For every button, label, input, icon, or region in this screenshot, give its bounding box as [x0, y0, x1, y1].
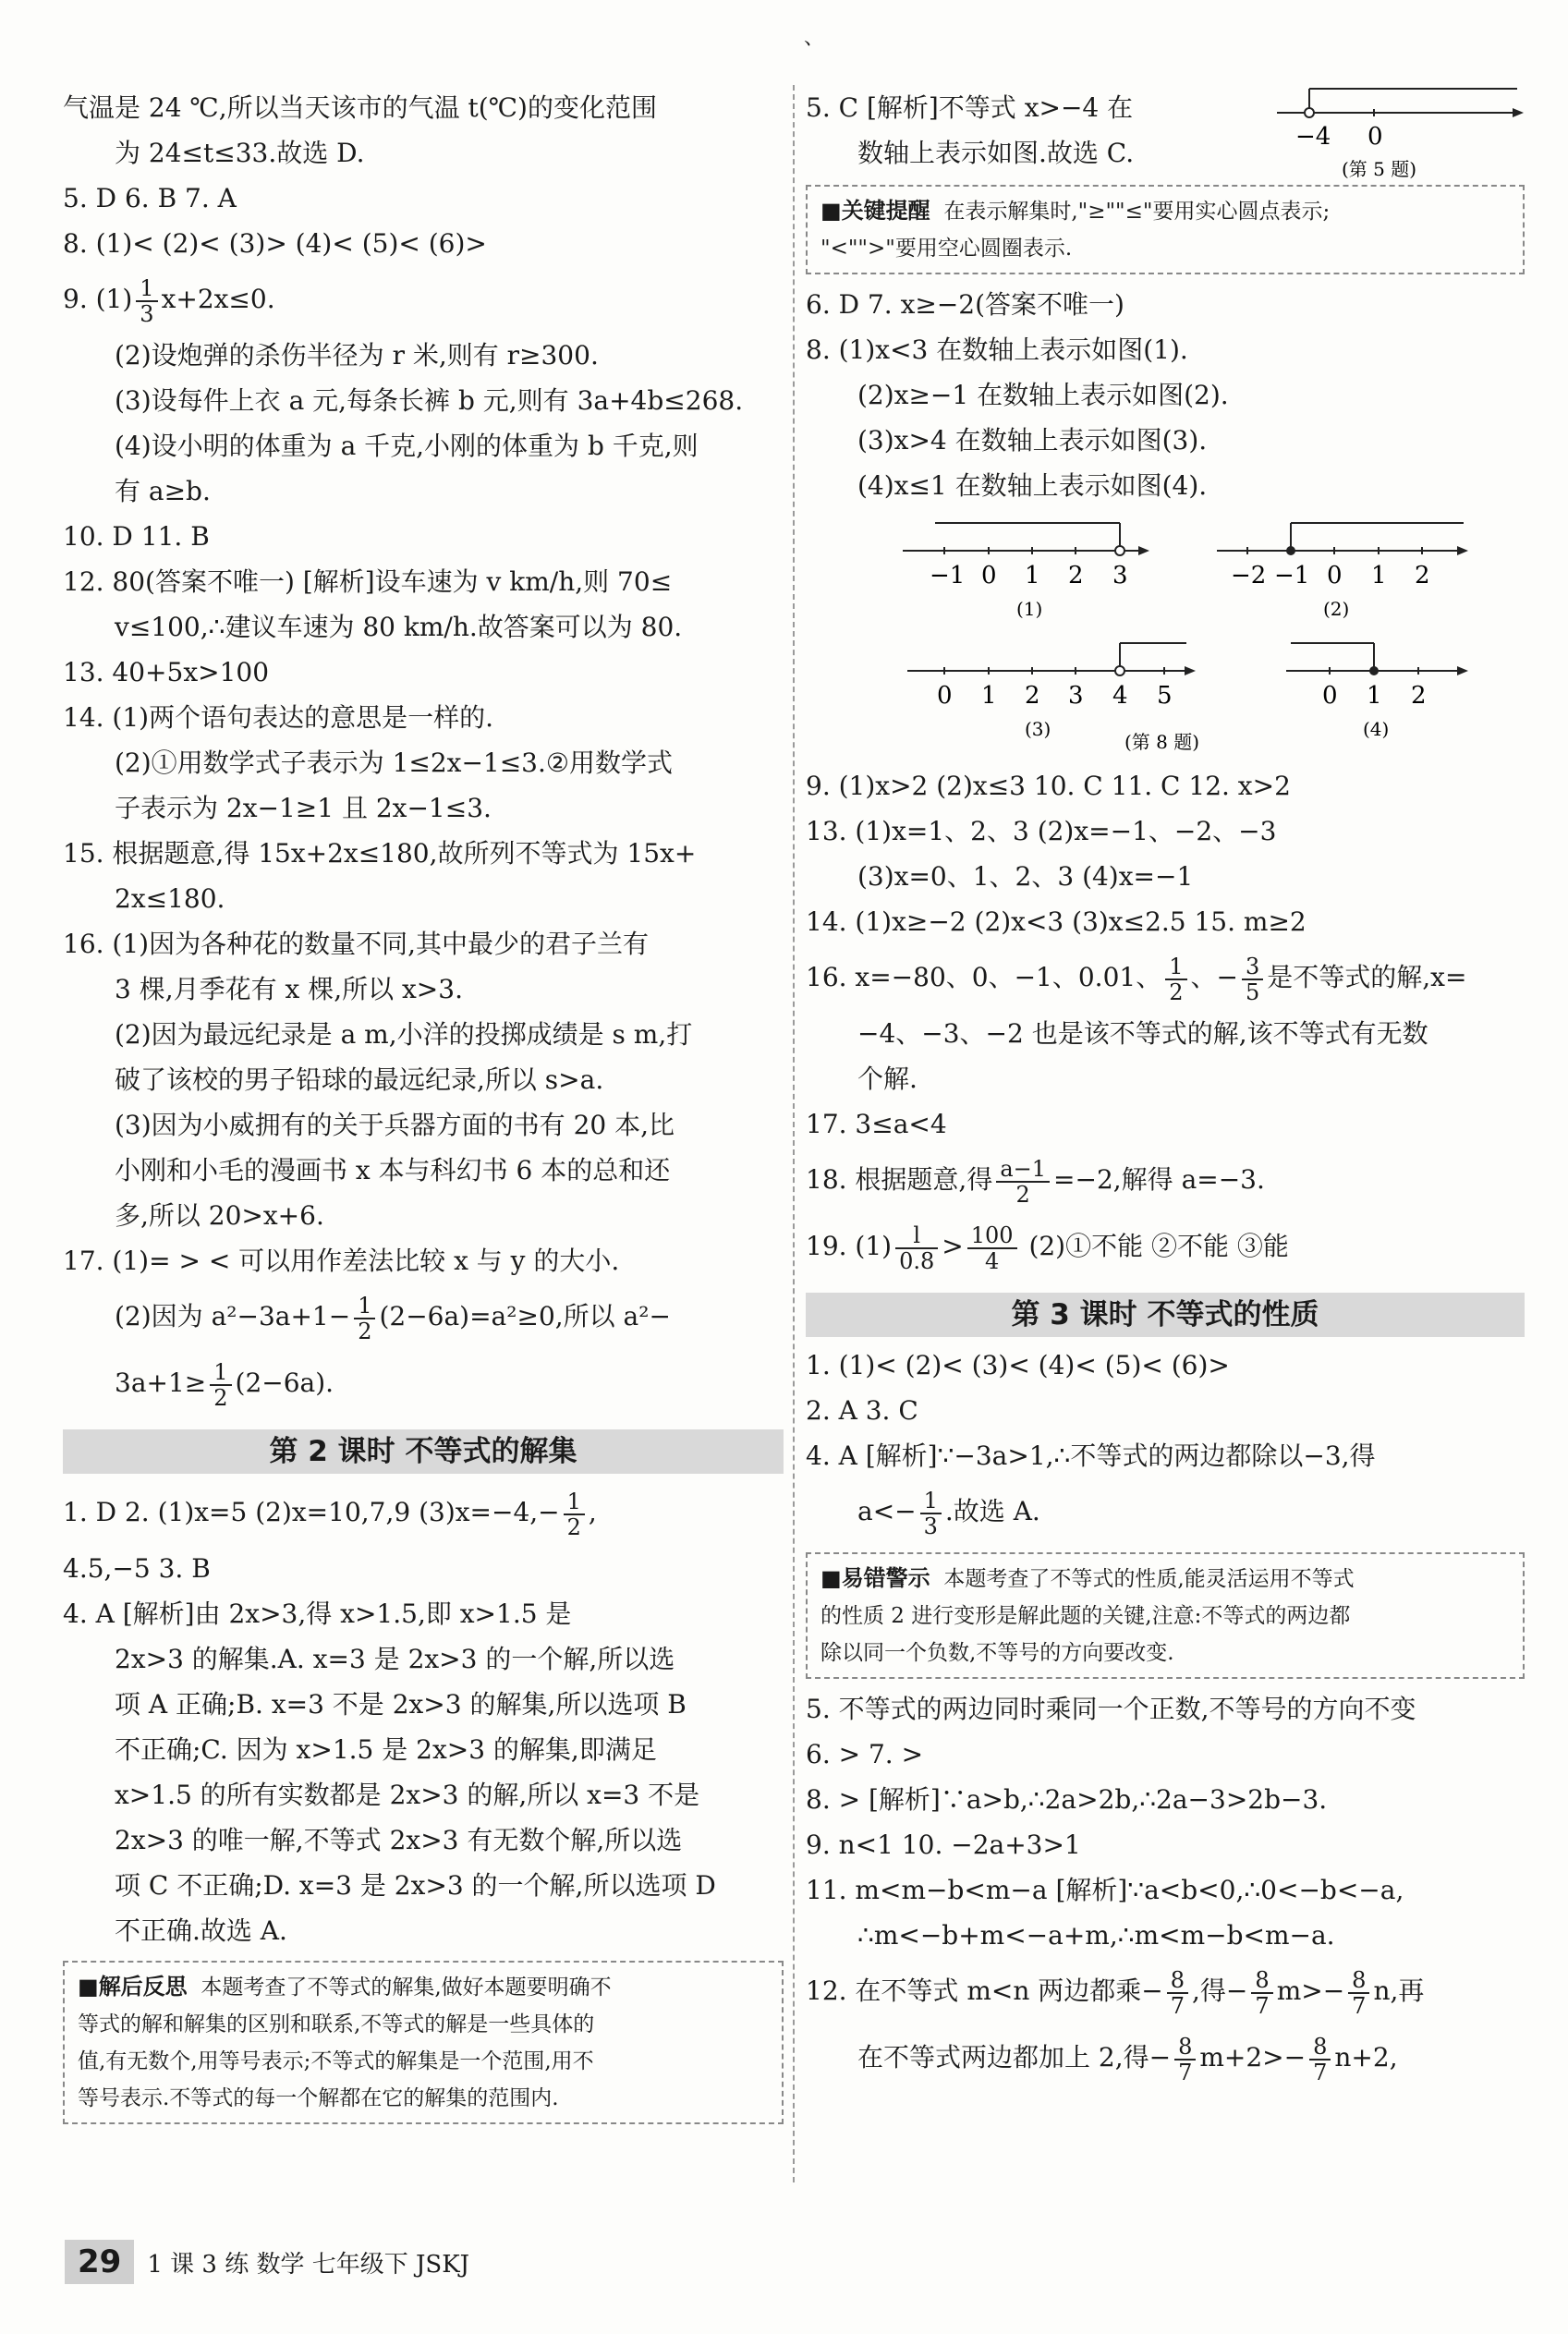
- tick-label: 5: [1157, 682, 1173, 710]
- answer-line: 子表示为 2x−1≥1 且 2x−1≤3.: [115, 793, 492, 823]
- answer-line-s2-q1: 1. D 2. (1)x=5 (2)x=10,7,9 (3)x=−4,− $\frac{1}{2}$ ,: [63, 1488, 597, 1540]
- answer-line: 13. (1)x=1、2、3 (2)x=−1、−2、−3: [806, 816, 1277, 846]
- q5-block: [806, 85, 1525, 180]
- answer-line-q4b: a<− $\frac{1}{3}$ .故选 A.: [857, 1487, 1040, 1539]
- fraction: $\frac{1}{3}$: [920, 1489, 942, 1538]
- answer-line: 多,所以 20>x+6.: [115, 1200, 324, 1231]
- answer-line: (3)x=0、1、2、3 (4)x=−1: [857, 861, 1194, 892]
- book-series: 1 课 3 练 数学 七年级下 JSKJ: [147, 2250, 470, 2279]
- number-line-3: [907, 643, 1196, 740]
- answer-line: 6. > 7. >: [806, 1739, 924, 1769]
- tick-label: 2: [1415, 562, 1430, 590]
- answer-line: 17. 3≤a<4: [806, 1109, 947, 1139]
- answer-line: −4、−3、−2 也是该不等式的解,该不等式有无数: [857, 1018, 1428, 1049]
- section-title-3: 第 3 课时 不等式的性质: [806, 1293, 1525, 1337]
- answer-line: 10. D 11. B: [63, 521, 210, 552]
- answer-line: x>1.5 的所有实数都是 2x>3 的解,所以 x=3 不是: [115, 1780, 700, 1810]
- answer-line: 2x>3 的唯一解,不等式 2x>3 有无数个解,所以选: [115, 1825, 683, 1855]
- answer-line: 9. n<1 10. −2a+3>1: [806, 1830, 1081, 1860]
- answer-line: (3)因为小威拥有的关于兵器方面的书有 20 本,比: [115, 1110, 675, 1140]
- tick-label: 2: [1025, 682, 1040, 710]
- fraction: $\frac{a-1}{2}$: [996, 1157, 1050, 1207]
- tick-label: 4: [1112, 682, 1128, 710]
- fraction: $\frac{8}{7}$: [1251, 1968, 1272, 2018]
- answer-line: 5. D 6. B 7. A: [63, 183, 237, 213]
- tick-label: 3: [1068, 682, 1084, 710]
- number-line-4: [1286, 643, 1468, 740]
- fraction: $\frac{1}{2}$: [1165, 954, 1186, 1004]
- figure-label: (1): [1016, 598, 1043, 620]
- answer-line: 15. 根据题意,得 15x+2x≤180,故所列不等式为 15x+: [63, 838, 697, 869]
- answer-line: 12. 80(答案不唯一) [解析]设车速为 v km/h,则 70≤: [63, 566, 673, 597]
- answer-line: (4)设小明的体重为 a 千克,小刚的体重为 b 千克,则: [115, 431, 699, 461]
- number-line-fig8: [806, 514, 1517, 754]
- figure-caption: (第 5 题): [1342, 158, 1417, 180]
- answer-line: 8. (1)< (2)< (3)> (4)< (5)< (6)>: [63, 228, 487, 259]
- tick-label: 1: [1367, 682, 1382, 710]
- answer-line-q16: 16. x=−80、0、−1、0.01、 $\frac{1}{2}$ 、− $\frac{3}{5}$ 是不等式的解,x=: [806, 953, 1467, 1005]
- answer-line-q12: 12. 在不等式 m<n 两边都乘− $\frac{8}{7}$ ,得− $\frac{8}{7}$ m>− $\frac{8}{7}$ n,再: [806, 1966, 1425, 2019]
- answer-line-q12b: 在不等式两边都加上 2,得− $\frac{8}{7}$ m+2>− $\frac{8}{7}$ n+2,: [857, 2033, 1398, 2085]
- q9-suffix: x+2x≤0.: [161, 284, 275, 314]
- answer-line: 2x>3 的解集.A. x=3 是 2x>3 的一个解,所以选: [115, 1644, 675, 1674]
- tick-label: 0: [1322, 682, 1338, 710]
- answer-line: (3)x>4 在数轴上表示如图(3).: [857, 425, 1208, 456]
- tip-box-warning: ■易错警示 本题考查了不等式的性质,能灵活运用不等式 的性质 2 进行变形是解此题的关键,注意:不等式的两边都 除以同一个负数,不等号的方向要改变.: [806, 1552, 1525, 1679]
- answer-line: 2. A 3. C: [806, 1395, 918, 1426]
- answer-line: 为 24≤t≤33.故选 D.: [115, 138, 365, 168]
- fraction: $\frac{8}{7}$: [1174, 2035, 1196, 2085]
- fraction: $\frac{8}{7}$: [1309, 2035, 1331, 2085]
- answer-line: 13. 40+5x>100: [63, 657, 270, 687]
- answer-line: (2)x≥−1 在数轴上表示如图(2).: [857, 380, 1229, 410]
- answer-line: 5. C [解析]不等式 x>−4 在: [806, 92, 1134, 123]
- page-number: 29: [65, 2240, 134, 2284]
- answer-line: v≤100,∴建议车速为 80 km/h.故答案可以为 80.: [115, 612, 683, 642]
- answer-line: (4)x≤1 在数轴上表示如图(4).: [857, 470, 1208, 501]
- figure-label: (3): [1025, 718, 1051, 740]
- figure-caption: (第 8 题): [1124, 731, 1200, 753]
- answer-line-q17-3: 3a+1≥ $\frac{1}{2}$ (2−6a).: [115, 1358, 334, 1411]
- fraction: $\frac{3}{5}$: [1242, 954, 1263, 1004]
- answer-line: 不正确.故选 A.: [115, 1915, 287, 1946]
- tick-label: 1: [981, 682, 997, 710]
- answer-line: ∴m<−b+m<−a+m,∴m<m−b<m−a.: [857, 1920, 1335, 1951]
- figure-label: (2): [1323, 598, 1350, 620]
- answer-line: 9. (1)x>2 (2)x≤3 10. C 11. C 12. x>2: [806, 771, 1291, 801]
- tick-label: 2: [1068, 562, 1084, 590]
- answer-line-q17-2: (2)因为 a²−3a+1− $\frac{1}{2}$ (2−6a)=a²≥0,所以 a²−: [115, 1292, 671, 1344]
- answer-line: 16. (1)因为各种花的数量不同,其中最少的君子兰有: [63, 929, 649, 959]
- answer-line: 5. 不等式的两边同时乘同一个正数,不等号的方向不变: [806, 1694, 1416, 1724]
- answer-line-q9: [63, 266, 784, 333]
- tick-label: 0: [981, 562, 997, 590]
- left-column: [63, 85, 784, 2132]
- tick-label: 3: [1112, 562, 1128, 590]
- right-column: [806, 85, 1525, 2091]
- fraction: $\frac{l}{0.8}$: [895, 1223, 938, 1273]
- answer-line: 17. (1)= > < 可以用作差法比较 x 与 y 的大小.: [63, 1246, 620, 1276]
- answer-line: 项 C 不正确;D. x=3 是 2x>3 的一个解,所以选项 D: [115, 1870, 716, 1901]
- tick-label: −1: [1274, 562, 1310, 590]
- fraction: $\frac{100}{4}$: [967, 1223, 1017, 1273]
- answer-line: 4. A [解析]由 2x>3,得 x>1.5,即 x>1.5 是: [63, 1599, 572, 1629]
- answer-line: (3)设每件上衣 a 元,每条长裤 b 元,则有 3a+4b≤268.: [115, 385, 744, 416]
- answer-line: 气温是 24 ℃,所以当天该市的气温 t(℃)的变化范围: [63, 92, 657, 123]
- fraction: $\frac{1}{3}$: [136, 276, 157, 326]
- answer-line: 不正确;C. 因为 x>1.5 是 2x>3 的解集,即满足: [115, 1734, 657, 1765]
- number-line-2: [1217, 523, 1468, 620]
- number-line-figures: [806, 514, 1525, 758]
- answer-line: 小刚和小毛的漫画书 x 本与科幻书 6 本的总和还: [115, 1155, 671, 1185]
- answer-line: 2x≤180.: [115, 883, 225, 914]
- top-mark: 、: [804, 27, 825, 50]
- section-title-2: 第 2 课时 不等式的解集: [63, 1429, 784, 1474]
- tick-label: 0: [937, 682, 953, 710]
- tip-box-reflection: ■解后反思 本题考查了不等式的解集,做好本题要明确不 等式的解和解集的区别和联系,不等式的解是一些具体的 值,有无数个,用等号表示;不等式的解集是一个范围,用不 等号表示.不等式的每一个解都在它的解集的范围内.: [63, 1961, 784, 2124]
- page-footer: [65, 2234, 469, 2290]
- answer-line: 4. A [解析]∵−3a>1,∴不等式的两边都除以−3,得: [806, 1441, 1376, 1471]
- answer-line: 8. (1)x<3 在数轴上表示如图(1).: [806, 334, 1188, 365]
- answer-line: 3 棵,月季花有 x 棵,所以 x>3.: [115, 974, 463, 1004]
- answer-line: 14. (1)两个语句表达的意思是一样的.: [63, 702, 493, 733]
- fraction: $\frac{1}{2}$: [564, 1489, 585, 1539]
- answer-line: (2)①用数学式子表示为 1≤2x−1≤3.②用数学式: [115, 748, 673, 778]
- answer-line: (2)设炮弹的杀伤半径为 r 米,则有 r≥300.: [115, 340, 599, 371]
- tick-label: 1: [1371, 562, 1387, 590]
- answer-line: 数轴上表示如图.故选 C.: [857, 138, 1135, 168]
- fraction: $\frac{8}{7}$: [1167, 1968, 1188, 2018]
- answer-line: 个解.: [857, 1064, 918, 1094]
- fraction: $\frac{8}{7}$: [1348, 1968, 1369, 2018]
- q9-prefix: 9. (1): [63, 284, 133, 314]
- number-line-fig5: [1268, 83, 1526, 185]
- answer-line: 14. (1)x≥−2 (2)x<3 (3)x≤2.5 15. m≥2: [806, 906, 1307, 937]
- answer-line: 破了该校的男子铅球的最远纪录,所以 s>a.: [115, 1064, 604, 1095]
- answer-line: (2)因为最远纪录是 a m,小洋的投掷成绩是 s m,打: [115, 1019, 693, 1050]
- tick-label: 0: [1327, 562, 1343, 590]
- answer-line: 项 A 正确;B. x=3 不是 2x>3 的解集,所以选项 B: [115, 1689, 687, 1720]
- answer-line: 8. > [解析]∵a>b,∴2a>2b,∴2a−3>2b−3.: [806, 1784, 1328, 1815]
- tick-label: 0: [1367, 123, 1383, 151]
- answer-line: 1. (1)< (2)< (3)< (4)< (5)< (6)>: [806, 1350, 1230, 1380]
- fraction: $\frac{1}{2}$: [354, 1294, 375, 1343]
- answer-line: 11. m<m−b<m−a [解析]∵a<b<0,∴0<−b<−a,: [806, 1875, 1404, 1905]
- tick-label: −1: [930, 562, 966, 590]
- fraction: $\frac{1}{2}$: [210, 1360, 231, 1410]
- tip-box-tag: ■关键提醒: [820, 198, 930, 224]
- answer-line-q19: 19. (1) $\frac{l}{0.8}$ > $\frac{100}{4}$ (2)①不能 ②不能 ③能: [806, 1222, 1289, 1274]
- tick-label: 1: [1025, 562, 1040, 590]
- figure-label: (4): [1363, 718, 1390, 740]
- tip-box-tag: ■易错警示: [820, 1565, 930, 1591]
- answer-line-q18: 18. 根据题意,得 $\frac{a-1}{2}$ =−2,解得 a=−3.: [806, 1155, 1265, 1208]
- tick-label: −2: [1231, 562, 1267, 590]
- column-divider: [793, 85, 795, 2182]
- answer-line: 有 a≥b.: [115, 476, 211, 506]
- tip-box-key: ■关键提醒 在表示解集时,"≥""≤"要用实心圆点表示; "<"">"要用空心圆圈表示.: [806, 185, 1525, 274]
- tick-label: −4: [1295, 123, 1331, 151]
- answer-line: 4.5,−5 3. B: [63, 1553, 211, 1584]
- answer-line: 6. D 7. x≥−2(答案不唯一): [806, 289, 1124, 320]
- tick-label: 2: [1411, 682, 1427, 710]
- tip-box-tag: ■解后反思: [78, 1974, 188, 2000]
- number-line-1: [903, 523, 1149, 620]
